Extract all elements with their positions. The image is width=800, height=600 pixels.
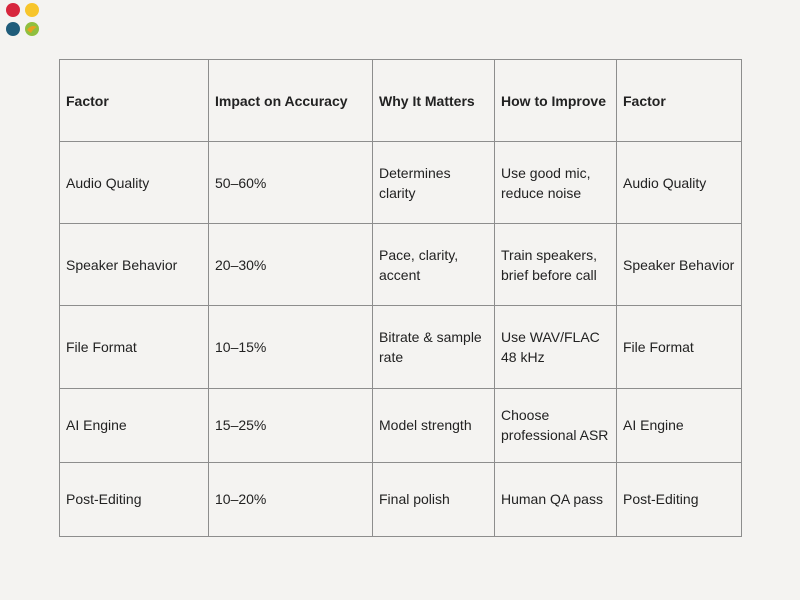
brand-logo bbox=[4, 3, 42, 37]
cell-impact: 10–15% bbox=[209, 306, 373, 388]
cell-factor: File Format bbox=[60, 306, 209, 388]
table-header-row bbox=[60, 60, 742, 142]
cell-how: Use WAV/FLAC 48 kHz bbox=[495, 306, 617, 388]
comparison-table-container bbox=[59, 59, 741, 537]
cell-factor: Audio Quality bbox=[60, 142, 209, 224]
header-why: Why It Matters bbox=[373, 60, 495, 142]
table-row bbox=[60, 306, 742, 388]
cell-factor: AI Engine bbox=[60, 388, 209, 462]
logo-dot-yellow bbox=[25, 3, 39, 17]
table-row bbox=[60, 462, 742, 536]
cell-impact: 15–25% bbox=[209, 388, 373, 462]
cell-factor: Post-Editing bbox=[60, 462, 209, 536]
table-row bbox=[60, 224, 742, 306]
cell-impact: 20–30% bbox=[209, 224, 373, 306]
cell-why: Pace, clarity, accent bbox=[373, 224, 495, 306]
logo-dot-navy bbox=[6, 22, 20, 36]
cell-why: Model strength bbox=[373, 388, 495, 462]
cell-why: Determines clarity bbox=[373, 142, 495, 224]
cell-factor-repeat: File Format bbox=[617, 306, 742, 388]
cell-impact: 10–20% bbox=[209, 462, 373, 536]
cell-how: Human QA pass bbox=[495, 462, 617, 536]
accuracy-factors-table bbox=[59, 59, 742, 537]
cell-factor-repeat: AI Engine bbox=[617, 388, 742, 462]
header-how: How to Improve bbox=[495, 60, 617, 142]
cell-factor-repeat: Post-Editing bbox=[617, 462, 742, 536]
cell-how: Train speakers, brief before call bbox=[495, 224, 617, 306]
cell-impact: 50–60% bbox=[209, 142, 373, 224]
cell-factor: Speaker Behavior bbox=[60, 224, 209, 306]
logo-dot-red bbox=[6, 3, 20, 17]
cell-why: Bitrate & sample rate bbox=[373, 306, 495, 388]
table-row bbox=[60, 142, 742, 224]
cell-factor-repeat: Audio Quality bbox=[617, 142, 742, 224]
header-impact: Impact on Accuracy bbox=[209, 60, 373, 142]
cell-factor-repeat: Speaker Behavior bbox=[617, 224, 742, 306]
table-row bbox=[60, 388, 742, 462]
cell-how: Use good mic, reduce noise bbox=[495, 142, 617, 224]
brand-dots-icon bbox=[4, 3, 42, 37]
cell-why: Final polish bbox=[373, 462, 495, 536]
header-factor-repeat: Factor bbox=[617, 60, 742, 142]
header-factor: Factor bbox=[60, 60, 209, 142]
cell-how: Choose professional ASR bbox=[495, 388, 617, 462]
